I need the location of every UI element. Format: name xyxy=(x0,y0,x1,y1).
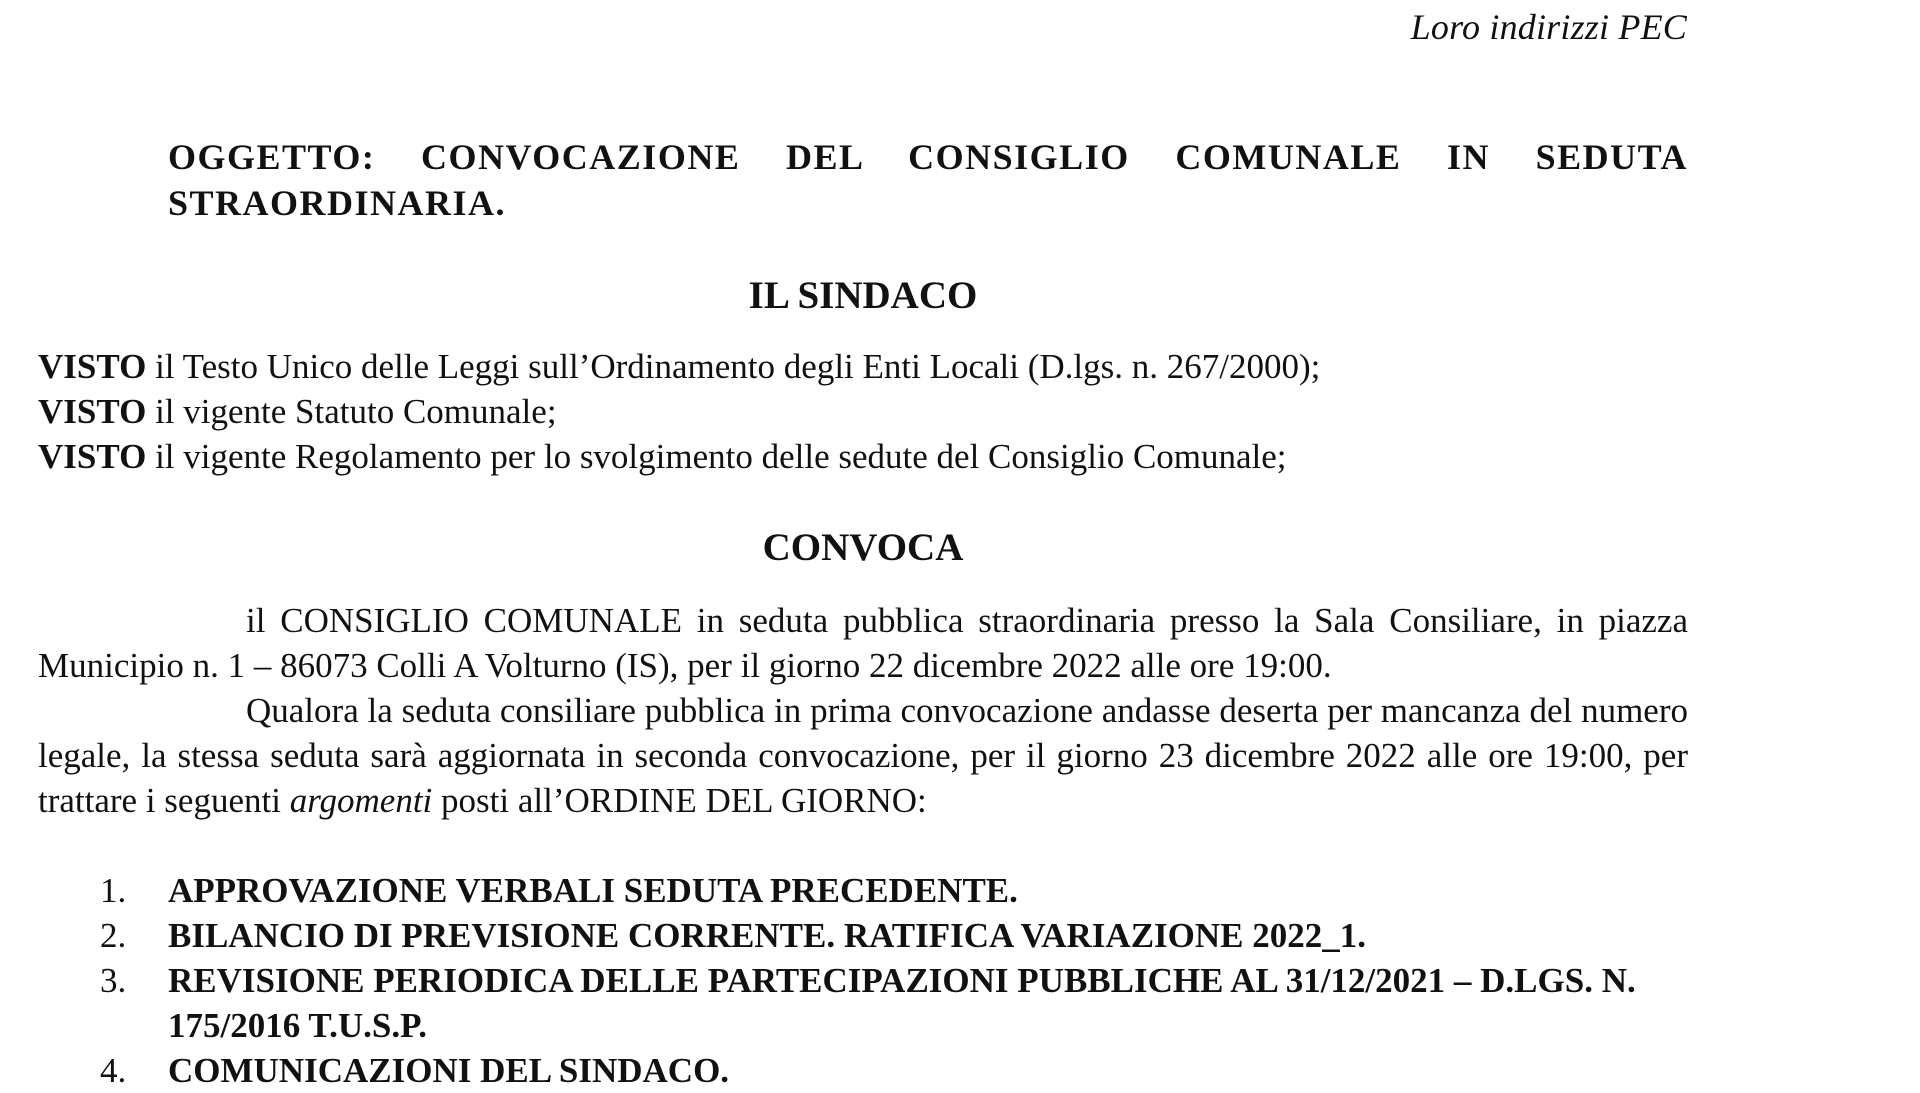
visto-line xyxy=(38,434,1738,479)
recipients-line: Loro indirizzi PEC xyxy=(1410,7,1687,47)
convocation-text: il CONSIGLIO COMUNALE in seduta pubblica straordinaria presso la Sala Consiliare, in piazza Municipio n. 1 – 86073 Colli A Volturno (IS), per il giorno 22 dicembre 2022 alle ore 19:00. xyxy=(38,601,1688,685)
second-call-paragraph xyxy=(38,688,1688,823)
visto-text: il vigente Statuto Comunale; xyxy=(146,392,557,431)
agenda-item-text: REVISIONE PERIODICA DELLE PARTECIPAZIONI PUBBLICHE AL 31/12/2021 – D.LGS. N. 175/2016 T.U.S.P. xyxy=(168,961,1636,1045)
agenda-item xyxy=(100,868,1700,913)
sindaco-heading: IL SINDACO xyxy=(748,274,978,317)
subject-block xyxy=(168,134,1688,226)
agenda-item-text: COMUNICAZIONI DEL SINDACO. xyxy=(168,1051,730,1090)
agenda-item-text: BILANCIO DI PREVISIONE CORRENTE. RATIFICA VARIAZIONE 2022_1. xyxy=(168,916,1366,955)
agenda-item-number: 4. xyxy=(100,1051,127,1090)
visto-keyword: VISTO xyxy=(38,347,147,386)
subject-line-1: OGGETTO: CONVOCAZIONE DEL CONSIGLIO COMUNALE IN SEDUTA xyxy=(168,137,1688,177)
convoca-heading: CONVOCA xyxy=(762,526,964,569)
second-call-emphasis: argomenti xyxy=(289,781,433,820)
agenda-item xyxy=(100,958,1700,1048)
visto-line xyxy=(38,344,1738,389)
agenda-item-number: 3. xyxy=(100,961,127,1000)
visto-keyword: VISTO xyxy=(38,437,147,476)
agenda-item xyxy=(100,913,1700,958)
second-call-text-before: Qualora la seduta consiliare pubblica in prima convocazione andasse deserta per mancanza del numero legale, la stessa seduta sarà aggiornata in seconda convocazione, per il giorno 23 dicembre 2022 alle ore 19:00, per trattare i seguenti xyxy=(38,691,1688,820)
agenda-item-number: 1. xyxy=(100,871,127,910)
second-call-text-after: posti all’ORDINE DEL GIORNO: xyxy=(432,781,927,820)
agenda-list xyxy=(100,868,1700,1093)
agenda-item-number: 2. xyxy=(100,916,127,955)
visto-text: il Testo Unico delle Leggi sull’Ordinamento degli Enti Locali (D.lgs. n. 267/2000); xyxy=(146,347,1321,386)
visto-keyword: VISTO xyxy=(38,392,147,431)
visto-line xyxy=(38,389,1738,434)
agenda-item-text: APPROVAZIONE VERBALI SEDUTA PRECEDENTE. xyxy=(168,871,1018,910)
agenda-item xyxy=(100,1048,1700,1093)
visto-text: il vigente Regolamento per lo svolgimento delle sedute del Consiglio Comunale; xyxy=(146,437,1287,476)
convocation-paragraph xyxy=(38,598,1688,688)
subject-line-2: STRAORDINARIA. xyxy=(168,183,507,223)
visto-block xyxy=(38,344,1738,479)
